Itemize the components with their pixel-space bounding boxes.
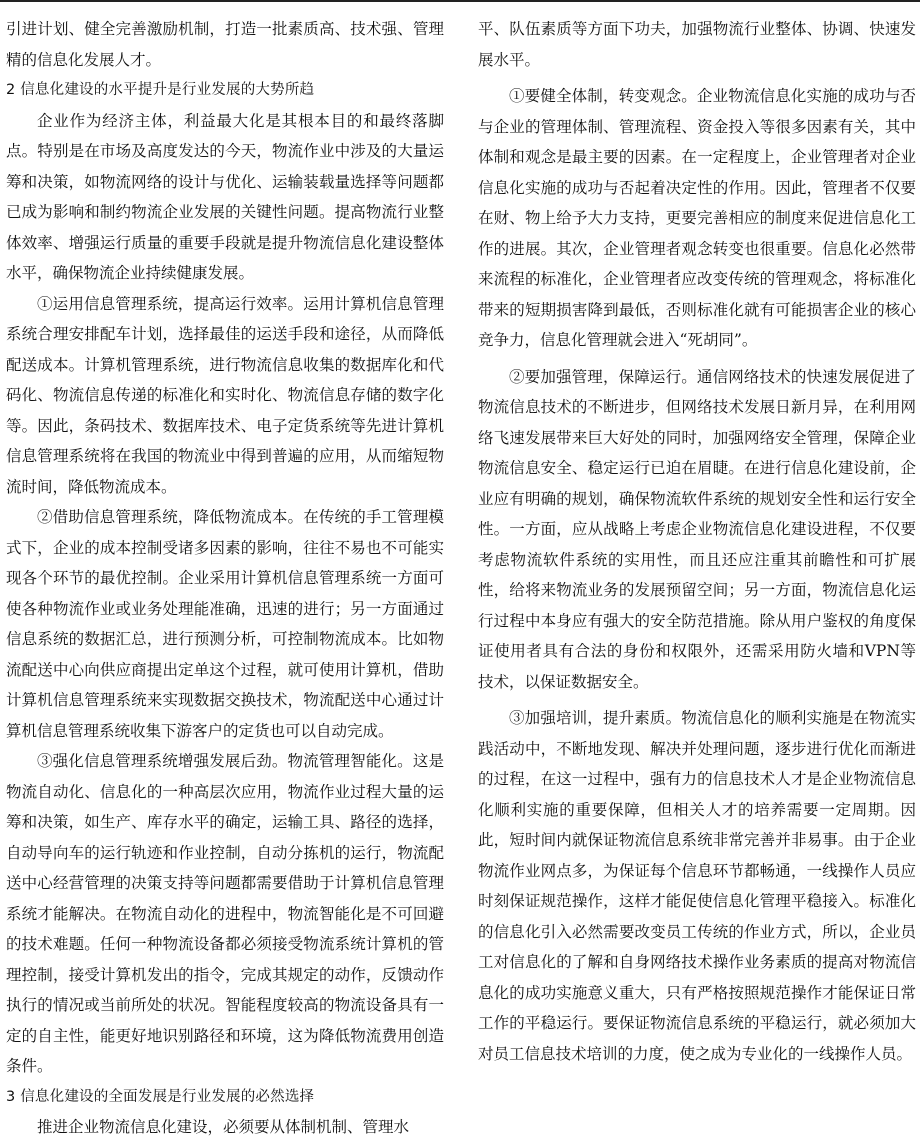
right-column [478, 14, 916, 1069]
paragraph: 推进企业物流信息化建设，必须要从体制机制、管理水 [37, 1118, 410, 1136]
paragraph: ①运用信息管理系统，提高运行效率。运用计算机信息管理系统合理安排配车计划，选择最佳的运送手段和途径，从而降低配送成本。计算机管理系统，进行物流信息收集的数据库化和代码化、物流信息传递的标准化和实时化、物流信息存储的数字化等。因此，条码技术、数据库技术、电子定货系统等先进计算机信息管理系统将在我国的物流业中得到普遍的应用，从而缩短物流时间，降低物流成本。 [6, 294, 444, 496]
paragraph: ③加强培训，提升素质。物流信息化的顺利实施是在物流实践活动中，不断地发现、解决并处理问题，逐步进行优化而渐进的过程，在这一过程中，强有力的信息技术人才是企业物流信息化顺利实施的重要保障，但相关人才的培养需要一定周期。因此，短时间内就保证物流信息系统非常完善并非易事。由于企业物流作业网点多，为保证每个信息环节都畅通，一线操作人员应时刻保证规范操作，这样才能促使信息化管理平稳接入。标准化的信息化引入必然需要改变员工传统的作业方式，所以，企业员工对信息化的了解和自身网络技术操作业务素质的提高对物流信息化的成功实施意义重大，只有严格按照规范操作才能保证日常工作的平稳运行。要保证物流信息系统的平稳运行，就必须加大对员工信息技术培训的力度，使之成为专业化的一线操作人员。 [478, 709, 916, 1063]
paragraph: 平、队伍素质等方面下功夫，加强物流行业整体、协调、快速发展水平。 [478, 20, 916, 69]
paragraph: 企业作为经济主体，利益最大化是其根本目的和最终落脚点。特别是在市场及高度发达的今天，物流作业中涉及的大量运筹和决策，如物流网络的设计与优化、运输装载量选择等问题都已成为影响和制约物流企业发展的关键性问题。提高物流行业整体效率、增强运行质量的重要手段就是提升物流信息化建设整体水平，确保物流企业持续健康发展。 [6, 111, 444, 282]
paragraph: 引进计划、健全完善激励机制，打造一批素质高、技术强、管理精的信息化发展人才。 [6, 20, 444, 69]
section-heading: 3 信息化建设的全面发展是行业发展的必然选择 [6, 1088, 315, 1105]
section-heading: 2 信息化建设的水平提升是行业发展的大势所趋 [6, 82, 315, 98]
paragraph: ③强化信息管理系统增强发展后劲。物流管理智能化。这是物流自动化、信息化的一种高层次应用，物流作业过程大量的运筹和决策，如生产、库存水平的确定，运输工具、路径的选择，自动导向车的运行轨迹和作业控制，自动分拣机的运行，物流配送中心经营管理的决策支持等问题都需要借助于计算机信息管理系统才能解决。在物流自动化的进程中，物流智能化是不可回避的技术难题。任何一种物流设备都必须接受物流系统计算机的管理控制，接受计算机发出的指令，完成其规定的动作，反馈动作执行的情况或当前所处的状况。智能程度较高的物流设备具有一定的自主性，能更好地识别路径和环境，这为降低物流费用创造条件。 [6, 752, 444, 1075]
top-rule [0, 0, 920, 2]
paragraph: ①要健全体制，转变观念。企业物流信息化实施的成功与否与企业的管理体制、管理流程、资金投入等很多因素有关，其中体制和观念是最主要的因素。在一定程度上，企业管理者对企业信息化实施的成功与否起着决定性的作用。因此，管理者不仅要在财、物上给予大力支持，更要完善相应的制度来促进信息化工作的进展。其次，企业管理者观念转变也很重要。信息化必然带来流程的标准化，企业管理者应改变传统的管理观念，将标准化带来的短期损害降到最低，否则标准化就有可能损害企业的核心竞争力，信息化管理就会进入“死胡同”。 [478, 87, 916, 349]
paragraph: ②借助信息管理系统，降低物流成本。在传统的手工管理模式下，企业的成本控制受诸多因素的影响，往往不易也不可能实现各个环节的最优控制。企业采用计算机信息管理系统一方面可使各种物流作业或业务处理能准确，迅速的进行；另一方面通过信息系统的数据汇总，进行预测分析，可控制物流成本。比如物流配送中心向供应商提出定单这个过程，就可使用计算机，借助计算机信息管理系统来实现数据交换技术，物流配送中心通过计算机信息管理系统收集下游客户的定货也可以自动完成。 [6, 508, 444, 740]
paragraph: ②要加强管理，保障运行。通信网络技术的快速发展促进了物流信息技术的不断进步，但网络技术发展日新月异，在利用网络飞速发展带来巨大好处的同时，加强网络安全管理，保障企业物流信息安全、稳定运行已迫在眉睫。在进行信息化建设前，企业应有明确的规划，确保物流软件系统的规划安全性和运行安全性。一方面，应从战略上考虑企业物流信息化建设进程，不仅要考虑物流软件系统的实用性，而且还应注重其前瞻性和可扩展性，给将来物流业务的发展预留空间；另一方面，物流信息化运行过程中本身应有强大的安全防范措施。除从用户鉴权的角度保证使用者具有合法的身份和权限外，还需采用防火墙和VPN等技术，以保证数据安全。 [478, 367, 916, 691]
left-column [6, 14, 444, 1143]
